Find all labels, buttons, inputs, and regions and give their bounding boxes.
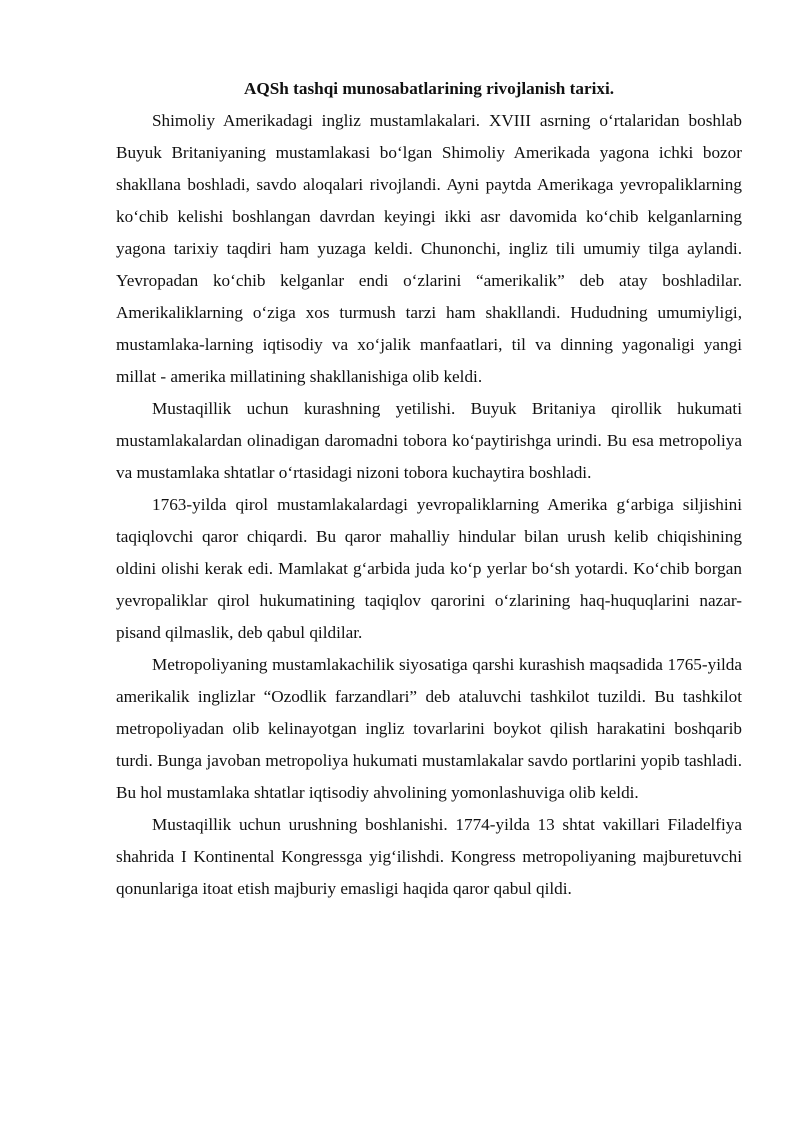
paragraph-4: Metropoliyaning mustamlakachilik siyosatiga qarshi kurashish maqsadida 1765-yilda amerikalik inglizlar “Ozodlik farzandlari” deb ataluvchi tashkilot tuzildi. Bu tashkilot metropoliyadan olib kelinayotgan ingliz tovarlarini boykot qilish harakatini boshqarib turdi. Bunga javoban metropoliya hukumati mustamlakalar savdo portlarini yopib tashladi. Bu hol mustamlaka shtatlar iqtisodiy ahvolining yomonlashuviga olib keldi. (116, 655, 742, 802)
paragraph-2: Mustaqillik uchun kurashning yetilishi. Buyuk Britaniya qirollik hukumati mustamlakalardan olinadigan daromadni tobora ko‘paytirishga urindi. Bu esa metropoliya va mustamlaka shtatlar o‘rtasidagi nizoni tobora kuchaytira boshladi. (116, 399, 742, 482)
document-page (116, 73, 742, 905)
document-title: AQSh tashqi munosabatlarining rivojlanish tarixi. (243, 79, 615, 98)
paragraph-5: Mustaqillik uchun urushning boshlanishi. 1774-yilda 13 shtat vakillari Filadelfiya shahrida I Kontinental Kongressga yig‘ilishdi. Kongress metropoliyaning majburetuvchi qonunlariga itoat etish majburiy emasligi haqida qaror qabul qildi. (116, 815, 742, 898)
paragraph-3: 1763-yilda qirol mustamlakalardagi yevropaliklarning Amerika g‘arbiga siljishini taqiqlovchi qaror chiqardi. Bu qaror mahalliy hindular bilan urush kelib chiqishining oldini olishi kerak edi. Mamlakat g‘arbida juda ko‘p yerlar bo‘sh yotardi. Ko‘chib borgan yevropaliklar qirol hukumatining taqiqlov qarorini o‘zlarining haq-huquqlarini nazar-pisand qilmaslik, deb qabul qildilar. (116, 495, 742, 642)
paragraph-1: Shimoliy Amerikadagi ingliz mustamlakalari. XVIII asrning o‘rtalaridan boshlab Buyuk Britaniyaning mustamlakasi bo‘lgan Shimoliy Amerikada yagona ichki bozor shakllana boshladi, savdo aloqalari rivojlandi. Ayni paytda Amerikaga yevropaliklarning ko‘chib kelishi boshlangan davrdan keyingi ikki asr davomida ko‘chib kelganlarning yagona tarixiy taqdiri ham yuzaga keldi. Chunonchi, ingliz tili umumiy tilga aylandi. Yevropadan ko‘chib kelganlar endi o‘zlarini “amerikalik” deb atay boshladilar. Amerikaliklarning o‘ziga xos turmush tarzi ham shakllandi. Hududning umumiyligi, mustamlaka-larning iqtisodiy va xo‘jalik manfaatlari, til va dinning yagonaligi yangi millat - amerika millatining shakllanishiga olib keldi. (116, 111, 742, 386)
